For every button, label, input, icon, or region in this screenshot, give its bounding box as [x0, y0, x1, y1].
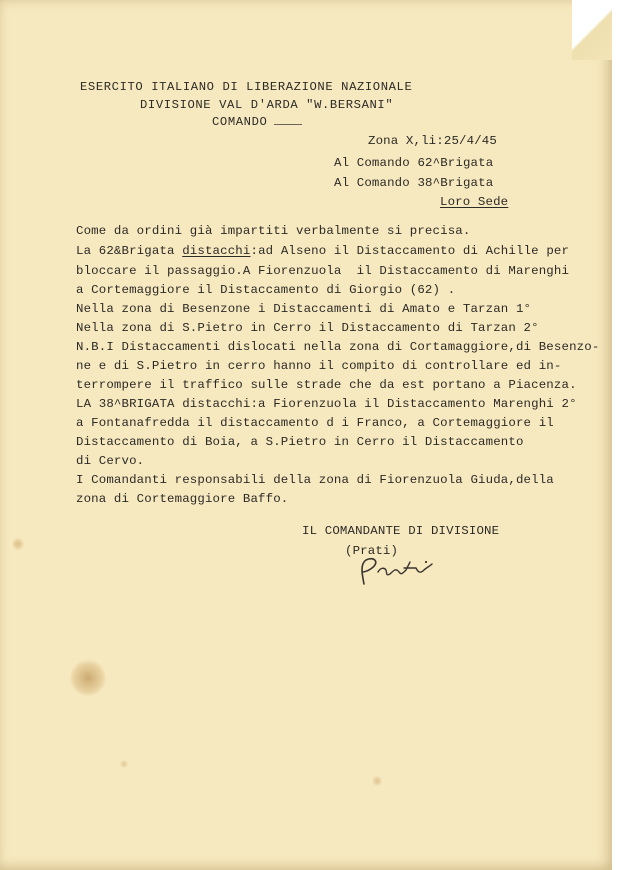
foxing-stain — [372, 776, 382, 786]
body-line-start: La 62&Brigata — [76, 244, 183, 258]
body-line — [76, 242, 569, 260]
date-line: Zona X,li:25/4/45 — [368, 134, 497, 148]
letterhead-line-3: COMANDO — [212, 115, 268, 129]
body-line: a Fontanafredda il distaccamento d i Franco, a Cortemaggiore il — [76, 416, 554, 430]
recipient-1: Al Comando 62^Brigata — [334, 156, 494, 170]
underlined-word: distacchi — [182, 244, 251, 258]
body-line: terrompere il traffico sulle strade che da est portano a Piacenza. — [76, 378, 577, 392]
body-line: ne e di S.Pietro in cerro hanno il compito di controllare ed in- — [76, 359, 562, 373]
letterhead-line-2: DIVISIONE VAL D'ARDA "W.BERSANI" — [140, 98, 394, 112]
recipient-location: Loro Sede — [440, 195, 509, 209]
foxing-stain — [12, 538, 24, 550]
body-line: LA 38^BRIGATA distacchi:a Fiorenzuola il Distaccamento Marenghi 2° — [76, 397, 577, 411]
foxing-stain — [70, 660, 106, 696]
body-line: Nella zona di Besenzone i Distaccamenti di Amato e Tarzan 1° — [76, 302, 532, 316]
body-line: Come da ordini già impartiti verbalmente si precisa. — [76, 224, 471, 238]
body-line: a Cortemaggiore il Distaccamento di Giorgio (62) . — [76, 283, 456, 297]
body-line: N.B.I Distaccamenti dislocati nella zona di Cortamaggiore,di Besenzo- — [76, 340, 600, 354]
body-line-end: :ad Alseno il Distaccamento di Achille per — [250, 244, 570, 258]
body-line: I Comandanti responsabili della zona di Fiorenzuola Giuda,della — [76, 473, 554, 487]
body-line: zona di Cortemaggiore Baffo. — [76, 492, 289, 506]
letterhead-rule — [274, 124, 302, 125]
body-line: Distaccamento di Boia, a S.Pietro in Cerro il Distaccamento — [76, 435, 524, 449]
handwritten-signature — [344, 548, 454, 592]
foxing-stain — [120, 760, 128, 768]
signature-title: IL COMANDANTE DI DIVISIONE — [302, 524, 500, 538]
body-line: Nella zona di S.Pietro in Cerro il Distaccamento di Tarzan 2° — [76, 321, 539, 335]
letterhead-line-1: ESERCITO ITALIANO DI LIBERAZIONE NAZIONALE — [80, 80, 413, 94]
body-line: di Cervo. — [76, 454, 145, 468]
signature-name: (Prati) — [345, 544, 399, 558]
body-line: bloccare il passaggio.A Fiorenzuola il Distaccamento di Marenghi — [76, 264, 570, 278]
page-fold-corner — [572, 0, 612, 60]
recipient-2: Al Comando 38^Brigata — [334, 176, 494, 190]
